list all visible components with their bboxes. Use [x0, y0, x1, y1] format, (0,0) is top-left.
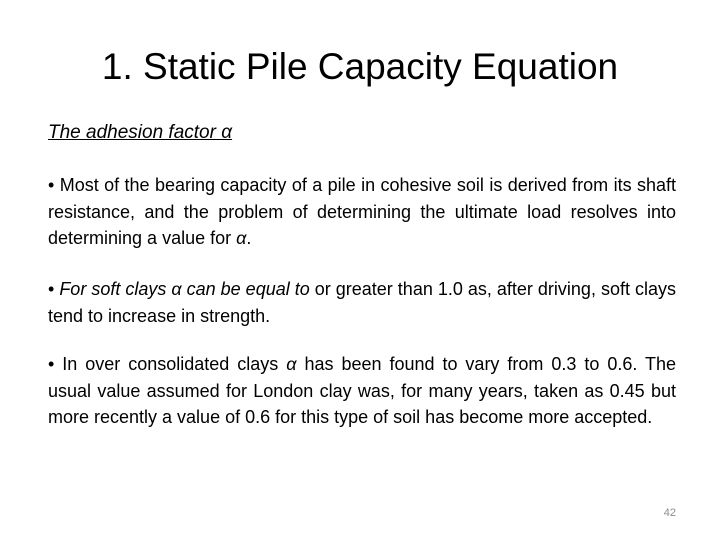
- page-number: 42: [663, 507, 676, 519]
- section-subheading: The adhesion factor α: [48, 122, 233, 143]
- paragraph-3-start: • In over consolidated clays: [48, 354, 287, 374]
- paragraph-2-text: or greater than 1.0 as, after driving, soft clays tend to increase in strength.: [48, 279, 676, 326]
- bullet-marker: •: [48, 279, 60, 299]
- paragraph-1-end: .: [246, 228, 252, 248]
- paragraph-1-text: • Most of the bearing capacity of a pile in cohesive soil is derived from its shaft resistance, and the problem of determining the ultimate load resolves into determining a value for: [48, 175, 676, 248]
- bullet-paragraph-3: [48, 351, 676, 431]
- alpha-symbol: α: [286, 354, 297, 374]
- paragraph-3-text: has been found to vary from 0.3 to 0.6. The usual value assumed for London clay was, for many years, taken as 0.45 but more recently a value of 0.6 for this type of soil has become more accepted.: [48, 354, 676, 427]
- paragraph-2-italic-text: For soft clays α can be equal to: [59, 279, 310, 299]
- alpha-symbol: α: [236, 228, 247, 248]
- bullet-paragraph-1: [48, 172, 676, 252]
- bullet-paragraph-2: [48, 276, 676, 329]
- slide-title: 1. Static Pile Capacity Equation: [101, 46, 619, 87]
